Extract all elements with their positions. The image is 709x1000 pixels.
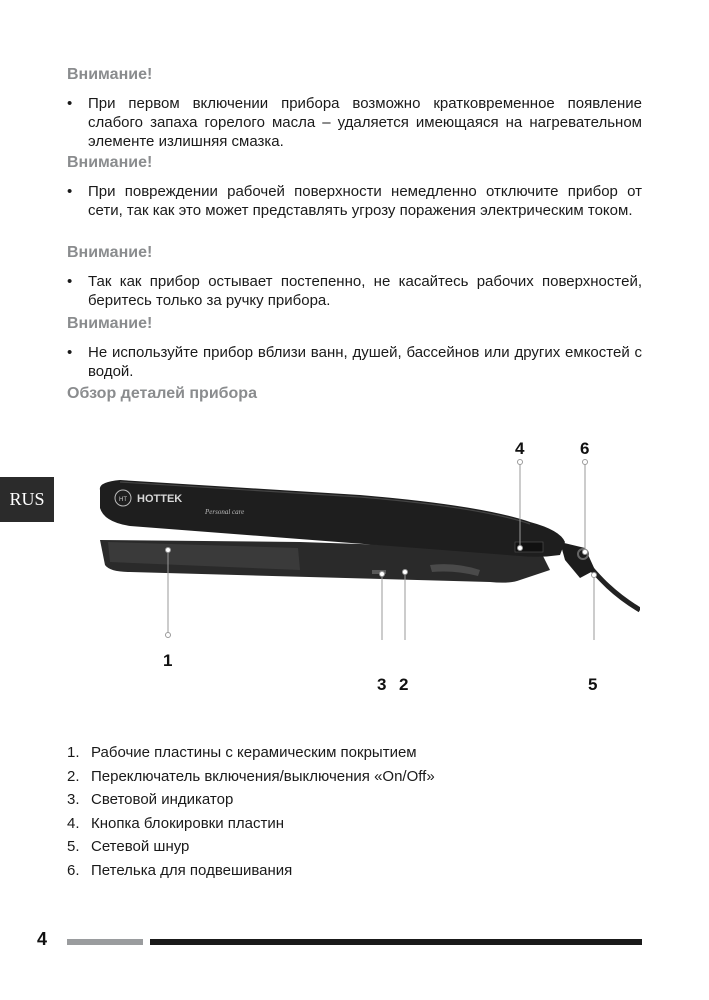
footer-bar-black [150,939,642,945]
list-item: 6. Петелька для подвешивания [67,861,293,879]
list-item: 2. Переключатель включения/выключения «On/Off» [67,767,435,785]
callout-2: 2 [399,675,409,694]
warning-heading-4: Внимание! [67,315,153,332]
callout-5: 5 [588,675,598,694]
warning-text-3: Так как прибор остывает постепенно, не касайтесь рабочих поверхностей, беритесь только за ручку прибора. [88,273,642,309]
bullet-dot: • [67,273,73,290]
parts-list [67,741,435,882]
warning-item-3 [67,272,642,310]
bullet-dot: • [67,95,73,112]
callout-1: 1 [163,651,173,670]
list-item: 3. Световой индикатор [67,791,234,808]
warning-text-4: Не используйте прибор вблизи ванн, душей, бассейнов или других емкостей с водой. [88,344,642,380]
callout-3: 3 [377,675,387,694]
brand-name: HOTTEK [137,493,183,505]
warning-heading-1: Внимание! [67,66,153,83]
page-number: 4 [37,929,48,949]
warning-item-4 [67,343,642,381]
warning-text-2: При повреждении рабочей поверхности немедленно отключите прибор от сети, так как это может представлять угрозу поражения электрическим током. [88,183,642,219]
hair-straightener-illustration [60,430,640,640]
list-item: 5. Сетевой шнур [67,838,190,855]
warning-item-1 [67,94,642,151]
warning-text-1: При первом включении прибора возможно кратковременное появление слабого запаха горелого масла – удаляется имеющаяся на нагревательном элементе излишняя смазка. [88,95,642,150]
warning-heading-2: Внимание! [67,154,153,171]
brand-script: Personal care [205,508,245,516]
warning-heading-3: Внимание! [67,244,153,261]
callout-6: 6 [580,439,590,458]
list-item: 4. Кнопка блокировки пластин [67,814,285,832]
footer-bar-gray [67,939,143,945]
bullet-dot: • [67,183,73,200]
language-tab: RUS [0,477,54,522]
list-item: 1. Рабочие пластины с керамическим покрытием [67,744,417,761]
warning-item-2 [67,182,642,220]
overview-heading: Обзор деталей прибора [67,385,257,402]
bullet-dot: • [67,344,73,361]
cord-swivel [560,542,595,578]
logo-mark: HT [119,497,127,503]
callout-4: 4 [515,439,525,458]
